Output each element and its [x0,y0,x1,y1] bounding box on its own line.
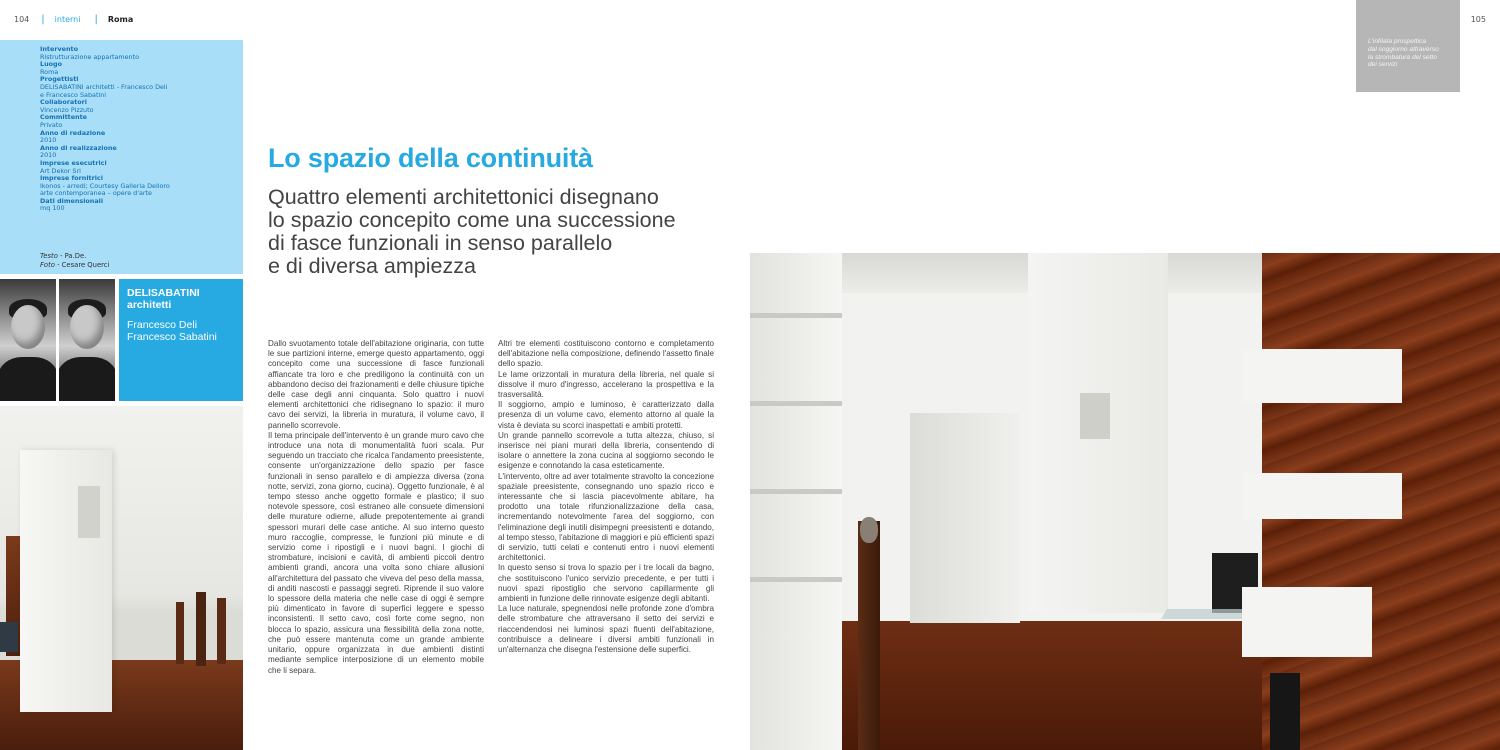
paragraph: Il soggiorno, ampio e luminoso, è caratterizzato dalla presenza di un volume cavo, elemento attorno al quale la vista è deviata su scorci inaspettati e ambiti protetti. [498,400,714,430]
credit-value-foto: - Cesare Querci [54,260,110,269]
header-separator: | [94,13,98,25]
credit-value-testo: - Pa.De. [57,252,87,260]
page-header-left [14,15,133,24]
info-value: Ikonos - arredi; Courtesy Galleria Delloro [40,181,170,190]
page-number-right: 105 [1470,15,1486,24]
article-subtitle: Quattro elementi architettonici disegnano lo spazio concepito come una successione di fasce funzionali in senso parallelo e di diversa ampiezza [268,185,676,278]
paragraph: L'intervento, oltre ad aver totalmente stravolto la concezione spaziale preesistente, consegnando uno spazio ricco e interessante che si lascia piacevolmente abitare, ha prodotto una totale rifunzionalizzazione della casa, incrementando notevolmente l'area del soggiorno, con l'eliminazione degli inutili disimpegni preesistenti e dotando, al tempo stesso, l'abitazione di maggiori e più efficienti spazi di servizio, tutti celati e contenuti entro i nuovi elementi architettonici. [498,471,714,563]
architect-firm: DELISABATINI architetti [127,287,200,311]
caption-line: dei servizi [1368,61,1398,69]
info-value: 2010 [40,136,57,145]
paragraph: Dallo svuotamento totale dell'abitazione originaria, con tutte le sue partizioni interne, emerge questo appartamento, oggi concepito come una successione di fasce funzionali affiancate tra loro e che prediligono la continuità con un abbandono deciso dei frazionamenti e delle chiusure tipiche delle case degli anni cinquanta. Solo quattro i nuovi elementi architettonici che ridisegnano lo spazio: il muro cavo dei servizi, la libreria in muratura, il volume cavo, il pannello scorrevole. [268,339,484,430]
body-column-1 [268,339,484,676]
photo-caption-box [1356,0,1460,92]
info-value: Art Dekor Srl [40,166,81,175]
photo-credits [40,252,109,269]
info-key: Anno di redazione [40,128,106,137]
credit-label-foto: Foto [40,260,55,269]
info-value: Ristrutturazione appartamento [40,52,140,61]
paragraph: Le lame orizzontali in muratura della libreria, nel quale si dissolve il muro d'ingresso, accelerano la prospettiva e la trasversalità. [498,369,714,400]
city-name: Roma [107,15,134,24]
info-key: Imprese esecutrici [40,158,107,167]
article-title: Lo spazio della continuità [268,143,593,173]
architect-box [119,279,243,401]
paragraph: In questo senso si trova lo spazio per i tre locali da bagno, che sostituiscono l'unico servizio precedente, e per tutti i nuovi spazi ripostiglio che servono capillarmente gli ambienti in funzione delle rinnovate esigenze degli abitanti. [498,563,714,604]
info-value: DELISABATINI architetti - Francesco Deli [40,82,168,91]
info-key: Progettisti [40,75,79,84]
info-key: Dati dimensionali [40,196,104,205]
portrait-francesco-deli [0,279,56,401]
body-column-2 [498,339,714,655]
info-key: Collaboratori [40,98,87,107]
info-value: 2010 [40,151,57,160]
interior-photo-left [0,406,243,750]
caption-line: la strombatura del setto [1368,53,1437,61]
paragraph: Altri tre elementi costituiscono contorno e completamento dell'abitazione nella composizione, definendo l'assetto finale dello spazio. [498,339,714,369]
caption-line: dal soggiorno attraverso [1368,45,1439,53]
project-info-panel [0,40,243,274]
info-key: Luogo [40,60,62,69]
info-value: e Francesco Sabatini [40,90,107,99]
section-name: interni [54,15,81,24]
info-key: Committente [40,113,87,122]
info-value: mq 100 [40,204,65,213]
paragraph: Il tema principale dell'intervento è un grande muro cavo che introduce una nota di monumentalità fuori scala. Pur seguendo un tracciato che ricalca l'andamento preesistente, consente un'organizzazione dello spazio per fasce funzionali in senso parallelo e di ampiezza diversa (zona notte, servizi, zona giorno, cucina). Oggetto funzionale, è al tempo stesso anche oggetto formale e plastico; il suo notevole spessore, così estraneo alle consuete dimensioni delle murature odierne, allude prepotentemente ai grandi spessori murari delle case antiche. Al suo interno questo muro raccoglie, compresse, le funzioni più minute e di servizio come i ripostigli e i nuovi bagni. I giochi di strombature, incisioni e cavità, di ambienti piccoli dentro ambienti grandi, ancora una volta sono chiare allusioni all'architettura del passato che viveva del peso della massa, di anditi nascosti e passaggi segreti. Riprende il suo valore lo spessore della materia che nelle case di oggi è sempre più dimenticato in favore di superfici leggere e spesso inconsistenti. Il setto cavo, così forte come segno, non blocca lo spazio, assicura una flessibilità della zona notte, che può essere mantenuta come un grande ambiente unitario, oppure organizzata in due ambienti distinti mediante semplice interposizione di un elemento mobile che li separa. [268,430,484,675]
credit-label-testo: Testo [40,252,58,260]
interior-photo-right [750,253,1500,750]
info-key: Imprese fornitrici [40,174,103,183]
info-key: Intervento [40,45,78,53]
info-value: Roma [40,67,59,76]
portrait-francesco-sabatini [59,279,115,401]
header-separator: | [41,13,45,25]
page-number-left: 104 [14,15,30,24]
paragraph: La luce naturale, spegnendosi nelle profonde zone d'ombra delle strombature che attraversano il setto dei servizi e riaccendendosi nei luminosi spazi fluenti dell'abitazione, contribuisce a delineare i diversi ambiti funzionali in un'alternanza che disegna l'estensione delle superfici. [498,604,714,655]
paragraph: Un grande pannello scorrevole a tutta altezza, chiuso, si inserisce nei piani murari della libreria, consentendo di isolare o annettere la zona cucina al soggiorno secondo le esigenze e connotando la casa esteticamente. [498,430,714,471]
info-value: Vincenzo Pizzuto [40,105,94,114]
info-key: Anno di realizzazione [40,143,117,152]
info-value: Privato [40,120,63,129]
caption-line: L'infilata prospettica [1368,38,1427,45]
info-value: arte contemporanea – opere d'arte [40,189,152,198]
architect-names: Francesco Deli Francesco Sabatini [127,319,217,343]
